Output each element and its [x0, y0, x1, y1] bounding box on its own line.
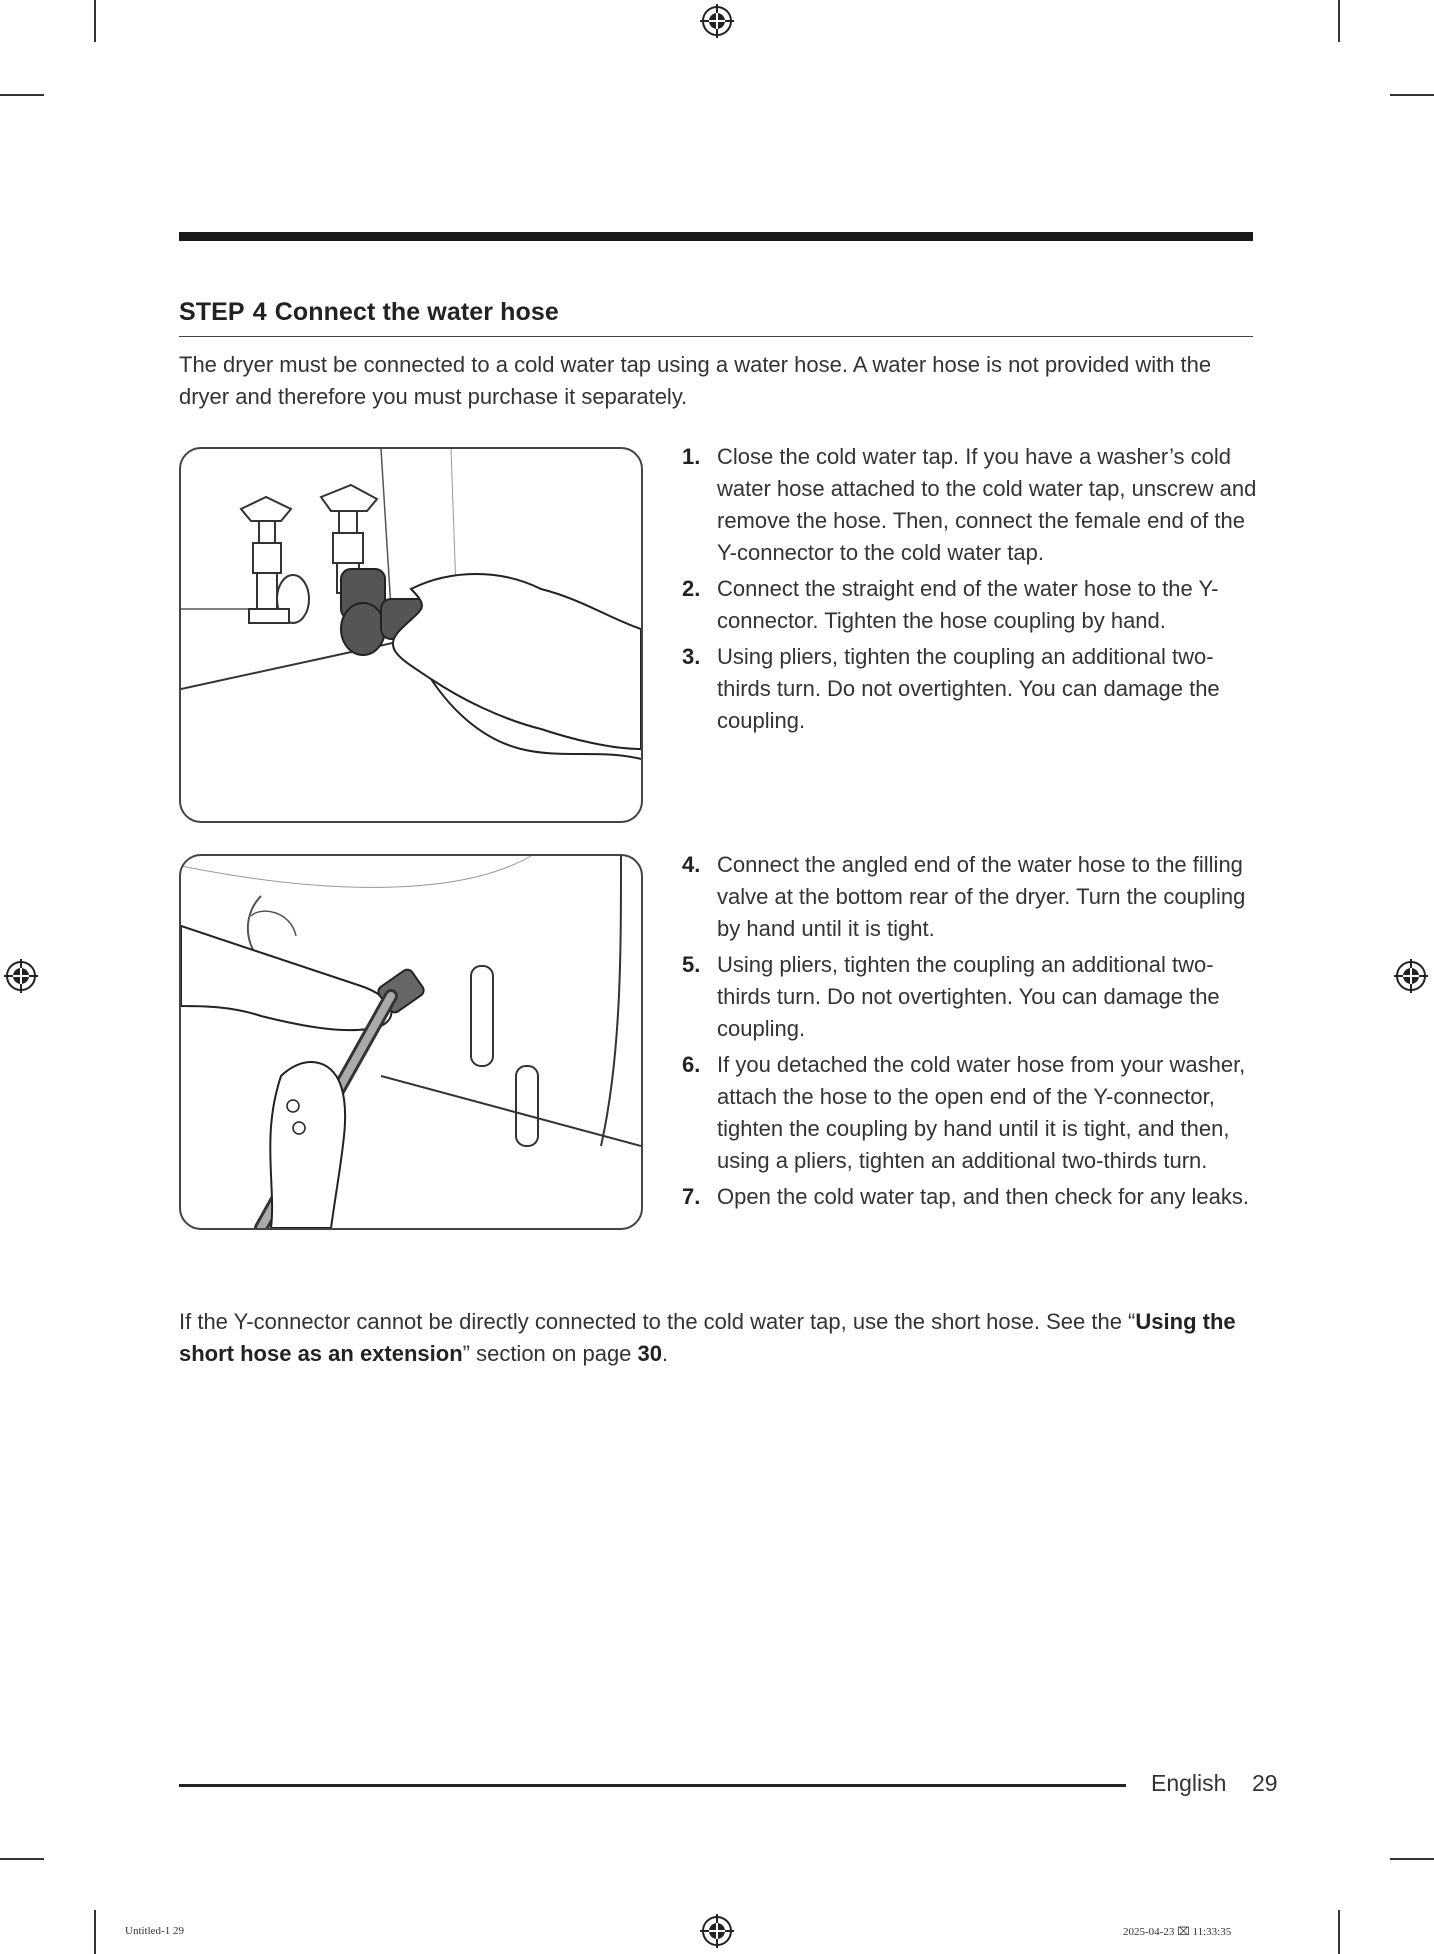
slug-left: Untitled-1 29	[125, 1925, 184, 1937]
crop-mark	[1338, 1910, 1340, 1954]
steps-list-1	[680, 441, 1260, 741]
illustration-tap-y-connector	[179, 447, 643, 823]
list-item: 1. Close the cold water tap. If you have a washer’s cold water hose attached to the cold water tap, unscrew and remove the hose. Then, connect the female end of the Y-connector to the cold water tap.	[682, 444, 1257, 565]
step-title: Connect the water hose	[274, 298, 559, 326]
crop-mark	[94, 1910, 96, 1954]
list-item: 6. If you detached the cold water hose from your washer, attach the hose to the open end of the Y-connector, tighten the coupling by hand until it is tight, and then, using a pliers, tighten an additional two-thirds turn.	[682, 1052, 1246, 1173]
list-item: 7. Open the cold water tap, and then check for any leaks.	[682, 1184, 1249, 1209]
list-item: 4. Connect the angled end of the water hose to the filling valve at the bottom rear of the dryer. Turn the coupling by hand until it is tight.	[682, 852, 1246, 941]
crop-mark	[0, 94, 44, 96]
step-label: STEP	[179, 298, 245, 326]
note-paragraph: If the Y-connector cannot be directly connected to the cold water tap, use the short hose. See the “Using the short hose as an extension” section on page 30.	[179, 1309, 1236, 1366]
footer-page-number: 29	[1252, 1770, 1278, 1796]
intro-paragraph: The dryer must be connected to a cold water tap using a water hose. A water hose is not provided with the dryer and therefore you must purchase it separately.	[179, 352, 1212, 409]
tap-illustration-icon	[181, 449, 641, 821]
pliers-illustration-icon	[181, 856, 641, 1228]
crop-mark	[1390, 1858, 1434, 1860]
footer-rule	[179, 1784, 1126, 1787]
footer-language: English	[1151, 1770, 1227, 1796]
registration-mark-icon	[700, 1914, 734, 1948]
page-reference[interactable]: 30	[637, 1341, 663, 1366]
registration-mark-icon	[700, 4, 734, 38]
list-item: 3. Using pliers, tighten the coupling an additional two-thirds turn. Do not overtighten. You can damage the coupling.	[682, 644, 1220, 733]
step-number: 4	[252, 298, 267, 326]
registration-mark-icon	[1394, 959, 1428, 993]
crop-mark	[0, 1858, 44, 1860]
crop-mark	[94, 0, 96, 42]
list-item: 5. Using pliers, tighten the coupling an additional two-thirds turn. Do not overtighten. You can damage the coupling.	[682, 952, 1220, 1041]
step-heading	[179, 298, 559, 327]
heading-rule	[179, 336, 1253, 337]
crop-mark	[1390, 94, 1434, 96]
list-item: 2. Connect the straight end of the water hose to the Y-connector. Tighten the hose coupling by hand.	[682, 576, 1219, 633]
top-rule	[179, 232, 1253, 241]
registration-mark-icon	[4, 959, 38, 993]
crop-mark	[1338, 0, 1340, 42]
slug-right: 2025-04-23 ⌧ 11:33:35	[1123, 1926, 1232, 1938]
steps-list-2	[680, 849, 1260, 1217]
illustration-dryer-valve-pliers	[179, 854, 643, 1230]
section-reference-link[interactable]: Using the short hose as an extension	[179, 1309, 1236, 1366]
